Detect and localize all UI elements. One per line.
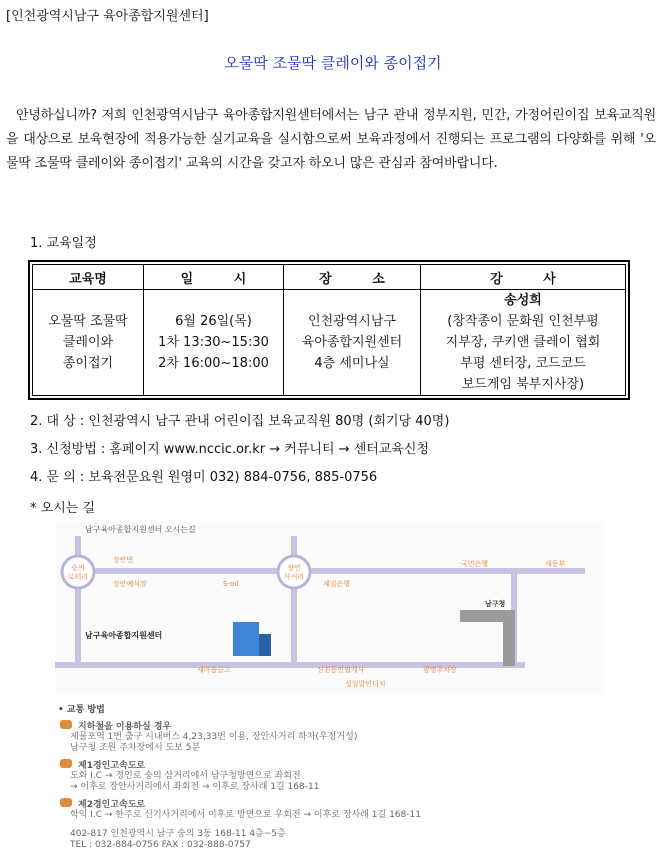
legend-item-highway1: 제1경인고속도로 도화 I.C → 경인로 숭의 삼거리에서 남구청방면으로 좌회전 → 이후로 장안사거리에서 좌회전 → 이후로 장사래 1길 168-11 — [58, 758, 618, 793]
map-label-center: 남구육아종합지원센터 — [85, 631, 163, 640]
page-title: 오물딱 조물딱 클레이와 종이접기 — [224, 54, 442, 72]
map-circle-sungui-label-1: 숭의 — [71, 564, 85, 572]
map-circle-sungui — [62, 556, 94, 588]
cell-place: 인천광역시남구 육아종합지원센터 4층 세미나실 — [284, 290, 421, 396]
car-icon — [60, 798, 72, 807]
apply-line: 3. 신청방법 : 홈페이지 www.nccic.or.kr → 커뮤니티 → 센터교육신청 — [30, 442, 430, 457]
map-circle-jangan-label-2: 사거리 — [283, 573, 305, 581]
directions-heading: * 오시는 길 — [30, 501, 95, 516]
map-label-namgu-office: 남구청 — [485, 600, 506, 608]
org-header: [인천광역시남구 육아종합지원센터] — [6, 9, 209, 24]
legend-item-subway: 지하철을 이용하실 경우 제물포역 1번 출구 시내버스 4,23,33번 이용, 장안사거리 하차(우정거성) 남구청 조원 주차장에서 도보 5분 — [58, 719, 618, 754]
col-header-name: 교육명 — [33, 265, 144, 290]
table-header-row — [33, 265, 626, 290]
map-label-parking: 광명주차장 — [423, 666, 457, 674]
map-label-seongil: 성일발인더치 — [345, 680, 386, 688]
legend-heading: • 교통 방법 — [58, 705, 105, 715]
cell-instructor: 송성희 (창작종이 문화원 인천부평 지부장, 쿠키앤 클레이 협회 부평 센터장, 코드코드 보드게임 북부지사장) — [421, 290, 626, 396]
subway-icon — [60, 720, 72, 729]
car-icon — [60, 759, 72, 768]
map-circle-sungui-label-2: 로터리 — [67, 573, 89, 581]
map-title: 남구육아종합지원센터 오시는길 — [85, 525, 196, 534]
schedule-table — [28, 260, 630, 400]
directions-legend — [58, 702, 618, 851]
map-label-wedding-hall: 장안예식장 — [113, 580, 147, 588]
map-circle-jangan-label-1: 장안 — [287, 564, 301, 572]
contact-line: 4. 문 의 : 보육전문요원 원영미 032) 884-0756, 885-0756 — [30, 470, 378, 485]
section-schedule-heading: 1. 교육일정 — [30, 236, 97, 251]
map-circle-jangan — [278, 556, 310, 588]
target-line: 2. 대 상 : 인천광역시 남구 관내 어린이집 보육교직원 80명 (회기당 40명) — [30, 414, 450, 429]
map-label-kookmin-bank: 국민은행 — [461, 560, 489, 568]
map-label-sincheon: 신천동인협개사 — [317, 666, 365, 674]
cell-date: 6월 26일(목) 1차 13:30~15:30 2차 16:00~18:00 — [144, 290, 284, 396]
center-address: 402-817 인천광역시 남구 숭의 3동 168-11 4층~5층 TEL : 032-884-0756 FAX : 032-888-0757 — [70, 829, 286, 850]
map-label-janganmyeon: 장안면 — [113, 556, 134, 564]
map-label-soil: S-oil — [223, 580, 239, 588]
intro-paragraph: 안녕하십니까? 저희 인천광역시남구 육아종합지원센터에서는 남구 관내 정부지원, 민간, 가정어린이집 보육교직원을 대상으로 보육현장에 적용가능한 실기교육을 실시함으로써 보육과정에서 진행되는 프로그램의 다양화를 위해 '오물딱 조물딱 클레이와 종이접기' 교육의 시간을 갖고자 하오니 많은 관심과 참여바랍니다. — [6, 108, 656, 171]
map-label-saemaeul: 새마을금고 — [197, 666, 231, 674]
map-label-jeil-bank: 제일은행 — [323, 580, 351, 588]
map-label-saedongbu: 새동부 — [545, 560, 566, 568]
col-header-date: 일 시 — [144, 265, 284, 290]
cell-course-name: 오물딱 조물딱 클레이와 종이접기 — [33, 290, 144, 396]
col-header-instructor: 강 사 — [421, 265, 626, 290]
legend-item-highway2: 제2경인고속도로 학익 I.C → 한주로 신기사거리에서 이후로 방면으로 우회전 → 이후로 장사래 1길 168-11 — [58, 797, 618, 821]
location-map — [55, 522, 603, 694]
col-header-place: 장 소 — [284, 265, 421, 290]
table-row — [33, 290, 626, 396]
